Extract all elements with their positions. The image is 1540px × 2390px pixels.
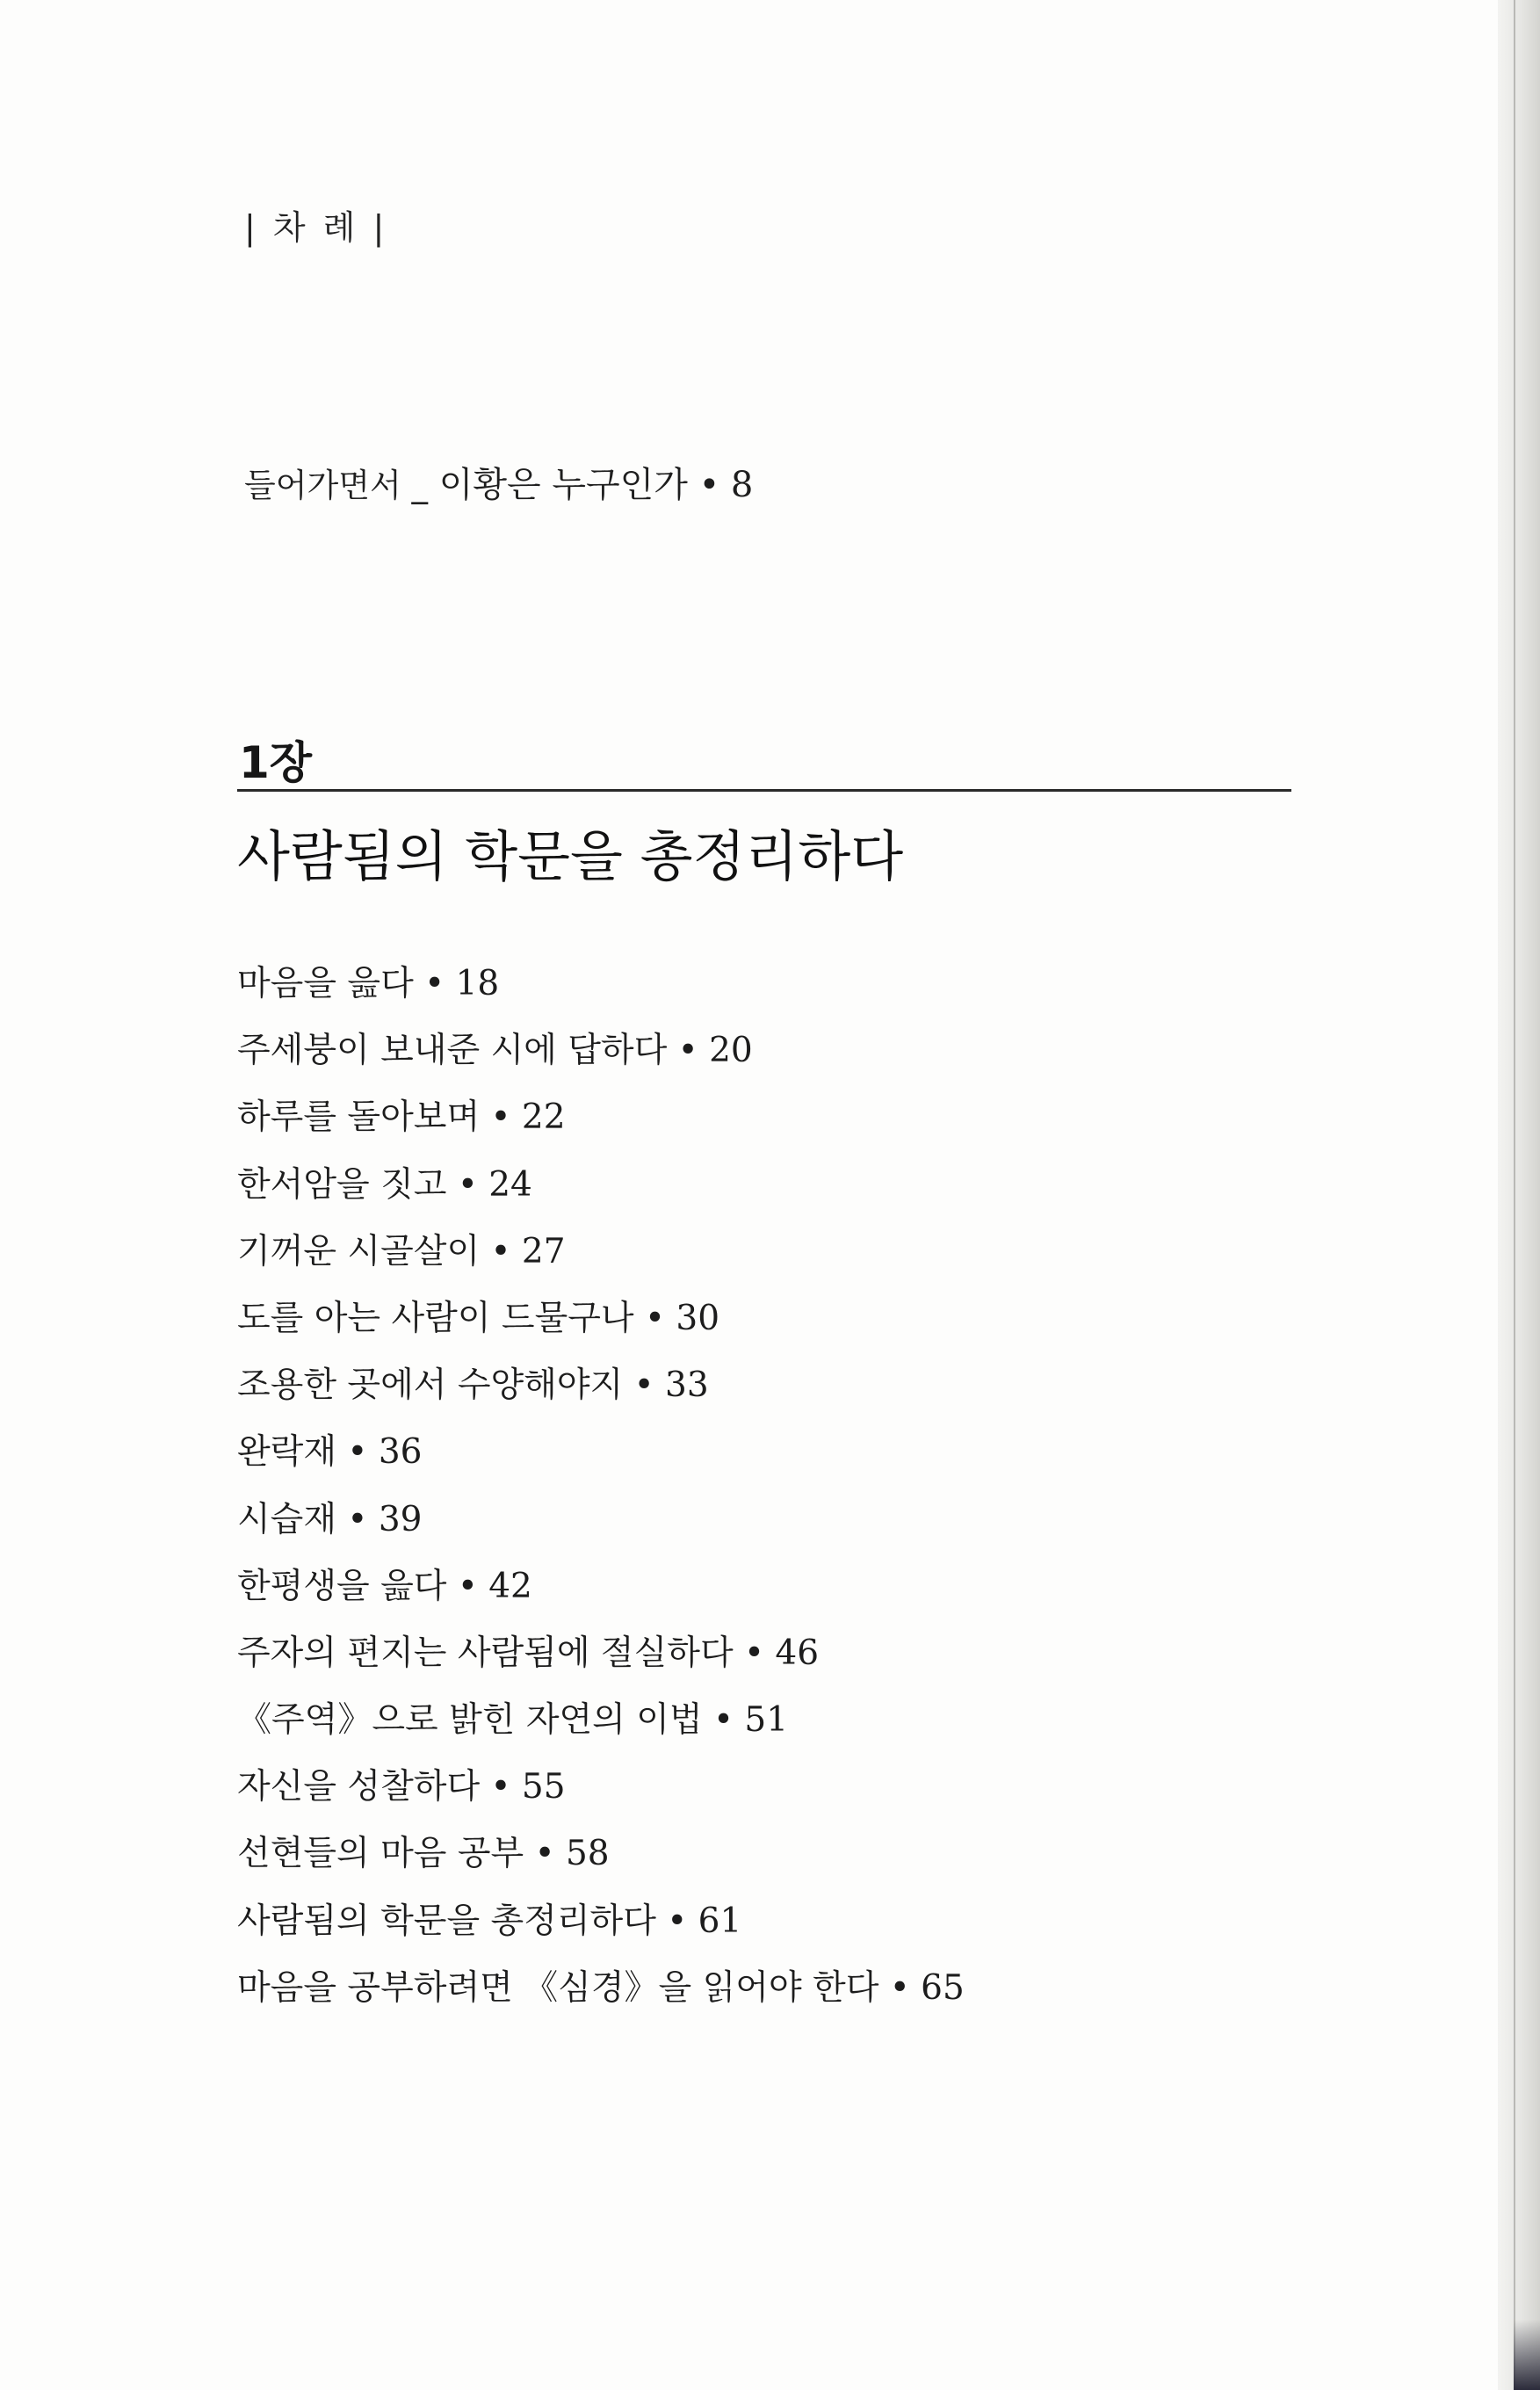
toc-entry: 자신을 성찰하다 • 55: [237, 1767, 566, 1807]
toc-entry: 《주역》으로 밝힌 자연의 이법 • 51: [237, 1700, 789, 1741]
toc-entry: 하루를 돌아보며 • 22: [237, 1097, 566, 1138]
toc-entry: 사람됨의 학문을 총정리하다 • 61: [237, 1901, 742, 1941]
chapter-title: 사람됨의 학문을 총정리하다: [237, 824, 904, 888]
toc-entry: 한서암을 짓고 • 24: [237, 1164, 532, 1205]
toc-entry: 한평생을 읊다 • 42: [237, 1566, 532, 1606]
toc-entry: 조용한 곳에서 수양해야지 • 33: [237, 1365, 709, 1406]
toc-entry: 마음을 읊다 • 18: [237, 964, 500, 1003]
intro-prefix: 들어가면서 _: [244, 467, 428, 504]
toc-entry: 선현들의 마음 공부 • 58: [237, 1834, 610, 1874]
toc-entry: 주세붕이 보내준 시에 답하다 • 20: [237, 1031, 753, 1071]
page-edge: [1498, 0, 1540, 2390]
toc-heading: | 차 례 |: [244, 208, 388, 247]
toc-entry: 시습재 • 39: [237, 1499, 423, 1539]
chapter-divider: [237, 789, 1291, 792]
toc-entry: 마음을 공부하려면 《심경》을 읽어야 한다 • 65: [237, 1967, 965, 2008]
intro-entry: [244, 457, 753, 507]
toc-entry: 완락재 • 36: [237, 1432, 423, 1473]
toc-entry: 기꺼운 시골살이 • 27: [237, 1231, 566, 1271]
page-corner-shadow: [1514, 2320, 1540, 2390]
chapter-number: 1장: [239, 737, 313, 788]
intro-text: 이황은 누구인가 • 8: [438, 465, 754, 505]
page-fold-line: [1514, 0, 1515, 2390]
toc-entry-list: [237, 951, 965, 2022]
toc-entry: 도를 아는 사람이 드물구나 • 30: [237, 1298, 720, 1338]
toc-entry: 주자의 편지는 사람됨에 절실하다 • 46: [237, 1633, 820, 1673]
